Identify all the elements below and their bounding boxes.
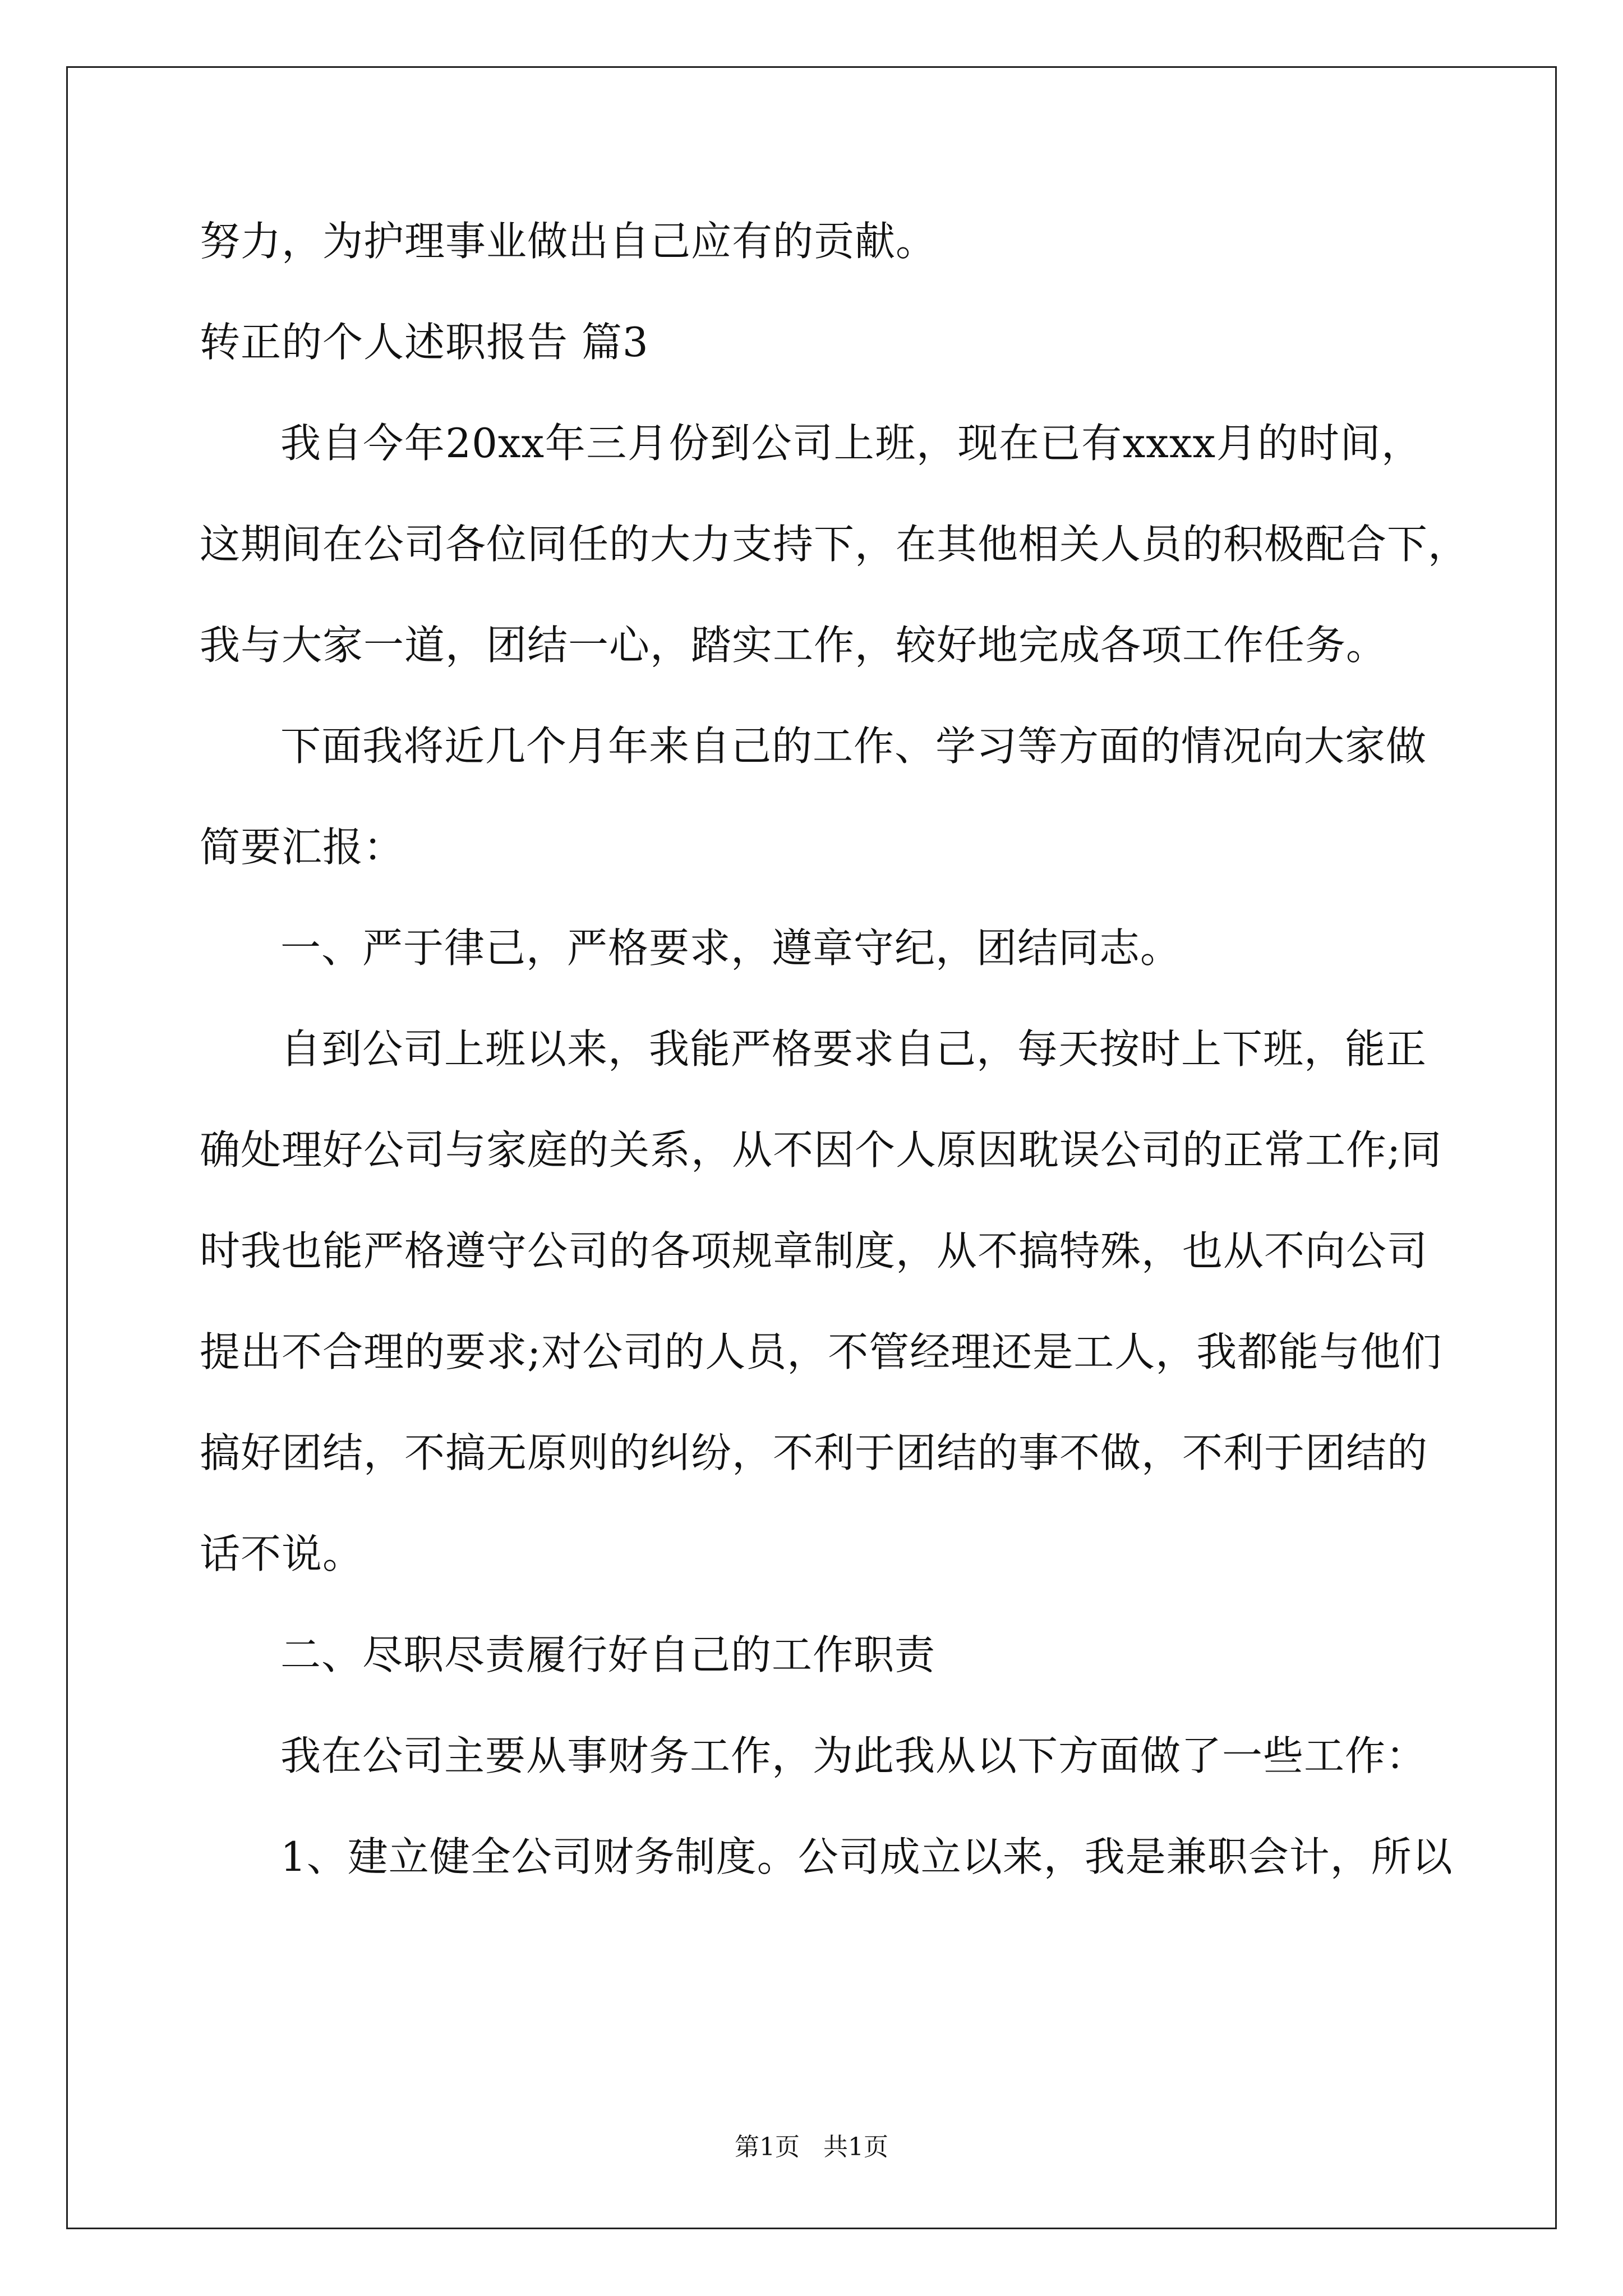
- paragraph-line: 下面我将近几个月年来自己的工作、学习等方面的情况向大家做: [280, 723, 1427, 770]
- paragraph-line: 简要汇报：: [200, 823, 405, 871]
- subheading-line: 二、尽职尽责履行好自己的工作职责: [280, 1631, 936, 1678]
- paragraph-line: 我与大家一道，团结一心，踏实工作，较好地完成各项工作任务。: [200, 622, 1387, 669]
- paragraph-line: 话不说。: [200, 1530, 364, 1577]
- paragraph-line: 时我也能严格遵守公司的各项规章制度，从不搞特殊，也从不向公司: [200, 1227, 1428, 1274]
- paragraph-line: 这期间在公司各位同任的大力支持下，在其他相关人员的积极配合下，: [200, 521, 1469, 568]
- paragraph-line: 我在公司主要从事财务工作，为此我从以下方面做了一些工作：: [280, 1732, 1427, 1779]
- paragraph-line: 1、建立健全公司财务制度。公司成立以来，我是兼职会计，所以: [280, 1833, 1453, 1880]
- paragraph-line: 自到公司上班以来，我能严格要求自己，每天按时上下班，能正: [280, 1025, 1427, 1073]
- subheading-line: 一、严于律己，严格要求，遵章守纪，团结同志。: [280, 924, 1182, 972]
- paragraph-line: 提出不合理的要求;对公司的人员，不管经理还是工人，我都能与他们: [200, 1328, 1442, 1375]
- paragraph-line: 搞好团结，不搞无原则的纠纷，不利于团结的事不做，不利于团结的: [200, 1429, 1428, 1476]
- paragraph-line: 努力，为护理事业做出自己应有的贡献。: [200, 218, 937, 265]
- section-heading: 转正的个人述职报告 篇3: [200, 319, 649, 366]
- paragraph-line: 我自今年20xx年三月份到公司上班，现在已有xxxx月的时间，: [280, 420, 1422, 467]
- page-number-footer: 第1页 共1页: [735, 2133, 888, 2161]
- paragraph-line: 确处理好公司与家庭的关系，从不因个人原因耽误公司的正常工作;同: [200, 1126, 1442, 1174]
